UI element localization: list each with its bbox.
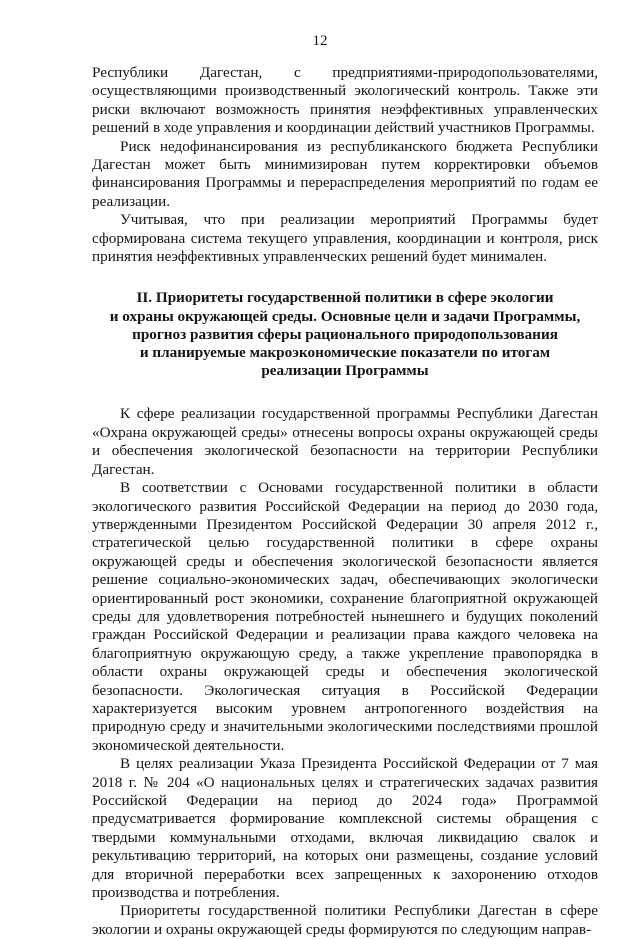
page-number: 12 bbox=[312, 33, 328, 49]
paragraph-financing-risk: Риск недофинансирования из республиканского бюджета Республики Дагестан может быть минимизирован путем корректировки объемов финансирования Программы и перераспределения мероприятий по годам ее реализации. bbox=[92, 137, 598, 210]
section-heading bbox=[92, 289, 598, 380]
paragraph-scope: К сфере реализации государственной программы Республики Дагестан «Охрана окружающей среды» отнесены вопросы охраны окружающей среды и обеспечения экологической безопасности на территории Республики Дагестан. bbox=[92, 405, 598, 478]
section-heading-line: II. Приоритеты государственной политики в сфере экологии bbox=[136, 289, 554, 307]
paragraph-priorities: Приоритеты государственной политики Республики Дагестан в сфере экологии и охраны окружающей среды формируются по следующим направ- bbox=[92, 902, 598, 938]
paragraph-management-risk: Учитывая, что при реализации мероприятий Программы будет сформирована система текущего управления, координации и контроля, риск принятия неэффективных управленческих решений будет минимален. bbox=[92, 211, 598, 266]
page-content bbox=[92, 64, 598, 939]
paragraph-decree: В целях реализации Указа Президента Российской Федерации от 7 мая 2018 г. № 204 «О национальных целях и стратегических задачах развития Российской Федерации на период до 2024 года» Программой предусматривается формирование комплексной системы обращения с твердыми коммунальными отходами, включая ликвидацию свалок и рекультивацию территорий, на которых они размещены, создание условий для вторичной переработки всех запрещенных к захоронению отходов производства и потребления. bbox=[92, 755, 598, 902]
section-heading-line: прогноз развития сферы рационального природопользования bbox=[132, 325, 558, 343]
section-heading-line: и планируемые макроэкономические показатели по итогам bbox=[139, 344, 551, 362]
paragraph-continued: Республики Дагестан, с предприятиями-природопользователями, осуществляющими производственный экологический контроль. Также эти риски включают возможность принятия неэффективных управленческих решений в ходе управления и координации действий участников Программы. bbox=[92, 64, 598, 137]
section-heading-line: реализации Программы bbox=[261, 362, 429, 380]
section-heading-line: и охраны окружающей среды. Основные цели и задачи Программы, bbox=[109, 307, 581, 325]
paragraph-state-policy: В соответствии с Основами государственной политики в области экологического развития Российской Федерации на период до 2030 года, утвержденными Президентом Российской Федерации 30 апреля 2012 г., стратегической целью государственной политики в сфере охраны окружающей среды и обеспечения экологической безопасности является решение социально-экономических задач, обеспечивающих экологически ориентированный рост экономики, сохранение благоприятной окружающей среды для удовлетворения потребностей нынешнего и будущих поколений граждан Российской Федерации и реализации права каждого человека на благоприятную окружающую среду, а также укрепление правопорядка в области охраны окружающей среды и обеспечения экологической безопасности. Экологическая ситуация в Российской Федерации характеризуется высоким уровнем антропогенного воздействия на природную среду и значительными экологическими последствиями прошлой экономической деятельности. bbox=[92, 479, 598, 754]
